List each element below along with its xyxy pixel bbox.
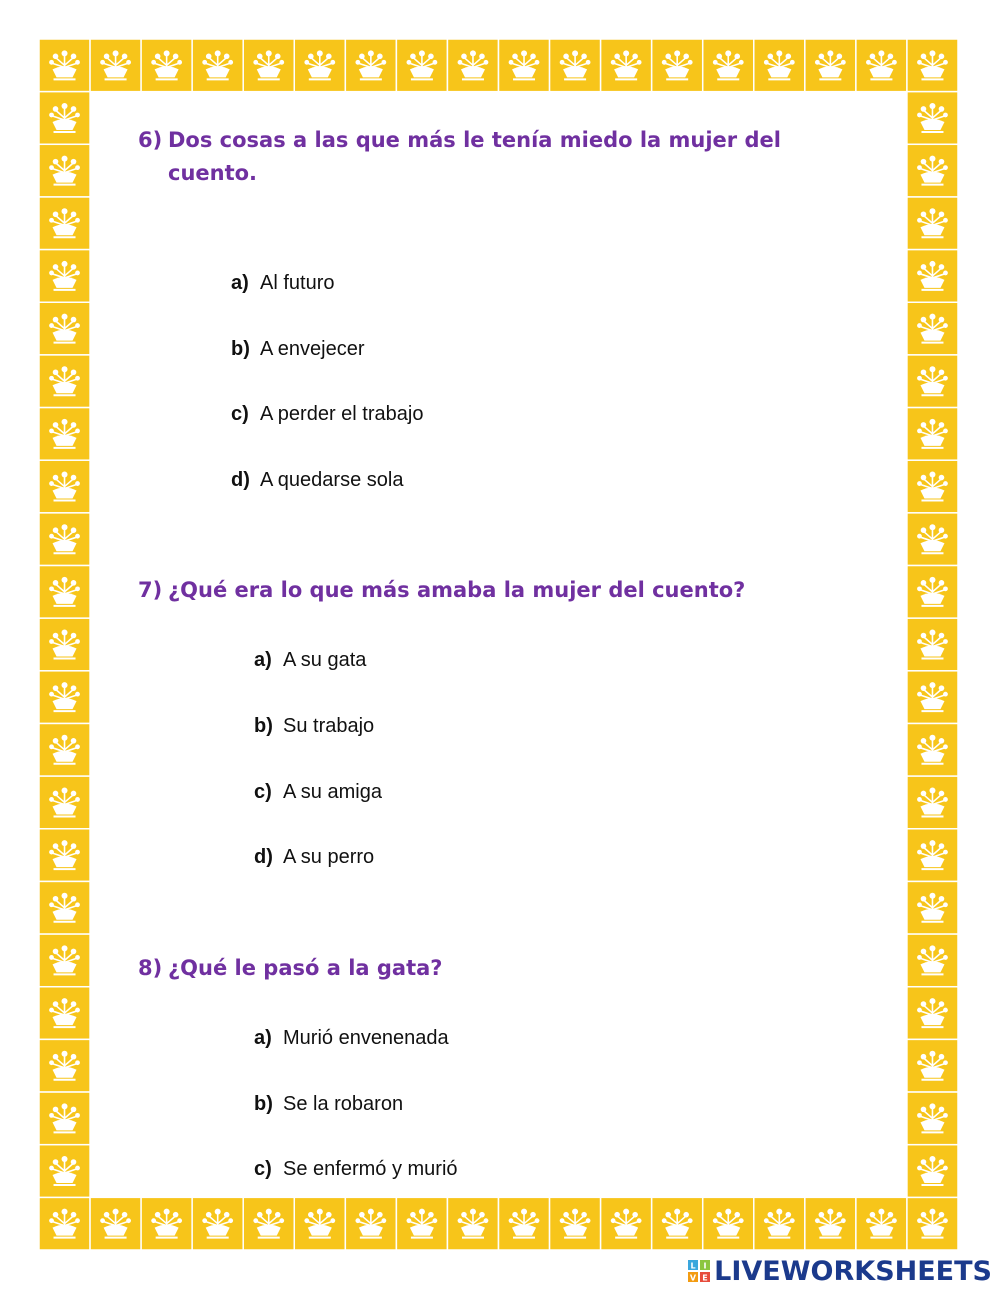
option-6b[interactable] (231, 336, 365, 362)
flower-pot-icon (907, 39, 958, 92)
question-text: ¿Qué le pasó a la gata? (168, 956, 443, 980)
flower-pot-icon (345, 39, 396, 92)
option-6c[interactable] (231, 401, 423, 427)
flower-pot-icon (39, 1197, 90, 1250)
flower-pot-icon (907, 92, 958, 145)
flower-pot-icon (447, 1197, 498, 1250)
flower-pot-icon (652, 39, 703, 92)
flower-pot-icon (39, 513, 90, 566)
option-7c[interactable] (254, 779, 382, 805)
flower-pot-icon (499, 39, 550, 92)
flower-pot-icon (805, 1197, 856, 1250)
flower-pot-icon (39, 987, 90, 1040)
option-text: A su gata (283, 649, 367, 671)
flower-pot-icon (39, 92, 90, 145)
flower-pot-icon (39, 302, 90, 355)
flower-pot-icon (39, 829, 90, 882)
flower-pot-icon (39, 934, 90, 987)
option-letter: a) (254, 649, 272, 671)
flower-pot-icon (39, 881, 90, 934)
badge-letter: L (690, 1261, 696, 1271)
badge-letter: I (703, 1261, 707, 1271)
option-text: Murió envenenada (283, 1027, 449, 1049)
flower-pot-icon (192, 1197, 243, 1250)
flower-pot-icon (856, 39, 907, 92)
option-6a[interactable] (231, 270, 334, 296)
option-6d[interactable] (231, 467, 403, 493)
option-8c[interactable] (254, 1156, 458, 1182)
flower-pot-icon (243, 39, 294, 92)
option-letter: c) (254, 1158, 272, 1180)
flower-pot-icon (907, 1092, 958, 1145)
option-text: Se enfermó y murió (283, 1158, 458, 1180)
flower-pot-icon (141, 1197, 192, 1250)
flower-pot-icon (90, 1197, 141, 1250)
option-text: A su perro (283, 846, 375, 868)
flower-pot-icon (39, 566, 90, 619)
flower-pot-icon (39, 776, 90, 829)
brand-name: LIVEWORKSHEETS (714, 1255, 992, 1287)
flower-pot-icon (39, 144, 90, 197)
option-letter: c) (231, 403, 249, 425)
flower-pot-icon (39, 1039, 90, 1092)
flower-pot-icon (294, 39, 345, 92)
flower-pot-icon (907, 618, 958, 671)
flower-pot-icon (907, 144, 958, 197)
flower-pot-icon (907, 776, 958, 829)
flower-pot-icon (39, 355, 90, 408)
flower-pot-icon (907, 408, 958, 461)
option-text: A perder el trabajo (260, 403, 424, 425)
flower-pot-icon (703, 39, 754, 92)
flower-pot-icon (703, 1197, 754, 1250)
flower-pot-icon (39, 197, 90, 250)
flower-pot-icon (396, 39, 447, 92)
flower-pot-icon (39, 1092, 90, 1145)
option-8a[interactable] (254, 1025, 449, 1051)
flower-pot-icon (907, 1039, 958, 1092)
flower-pot-icon (907, 250, 958, 303)
option-letter: b) (254, 1093, 273, 1115)
option-letter: b) (254, 715, 273, 737)
question-text: Dos cosas a las que más le tenía miedo la mujer del cuento. (168, 128, 781, 185)
flower-pot-icon (754, 39, 805, 92)
flower-pot-icon (345, 1197, 396, 1250)
flower-pot-icon (601, 1197, 652, 1250)
flower-pot-icon (907, 881, 958, 934)
flower-pot-icon (601, 39, 652, 92)
flower-pot-icon (907, 197, 958, 250)
flower-pot-icon (754, 1197, 805, 1250)
flower-pot-icon (907, 829, 958, 882)
flower-pot-icon (39, 1145, 90, 1198)
option-text: Se la robaron (283, 1093, 404, 1115)
question-number: 6) (138, 128, 163, 152)
flower-pot-icon (907, 460, 958, 513)
flower-pot-icon (39, 723, 90, 776)
badge-letter: V (690, 1273, 697, 1282)
flower-pot-icon (39, 671, 90, 724)
option-7d[interactable] (254, 844, 374, 870)
option-text: A quedarse sola (260, 469, 404, 491)
badge-letter: E (702, 1273, 708, 1282)
liveworksheets-logo[interactable] (688, 1255, 992, 1287)
question-7 (138, 574, 838, 607)
flower-pot-icon (907, 302, 958, 355)
option-text: A su amiga (283, 781, 382, 803)
flower-pot-icon (39, 408, 90, 461)
flower-pot-icon (907, 934, 958, 987)
option-7a[interactable] (254, 647, 366, 673)
flower-pot-icon (907, 723, 958, 776)
flower-pot-icon (39, 618, 90, 671)
question-6 (138, 124, 838, 190)
flower-pot-icon (907, 1197, 958, 1250)
option-letter: a) (254, 1027, 272, 1049)
flower-pot-icon (192, 39, 243, 92)
option-text: Al futuro (260, 272, 335, 294)
flower-pot-icon (550, 39, 601, 92)
flower-pot-icon (243, 1197, 294, 1250)
flower-pot-icon (805, 39, 856, 92)
flower-pot-icon (856, 1197, 907, 1250)
flower-pot-icon (499, 1197, 550, 1250)
question-text: ¿Qué era lo que más amaba la mujer del cuento? (168, 578, 746, 602)
flower-pot-icon (141, 39, 192, 92)
live-badge-icon (688, 1260, 710, 1282)
flower-pot-icon (907, 987, 958, 1040)
option-text: Su trabajo (283, 715, 375, 737)
option-letter: a) (231, 272, 249, 294)
flower-pot-icon (907, 355, 958, 408)
flower-pot-icon (294, 1197, 345, 1250)
option-letter: b) (231, 338, 250, 360)
flower-pot-icon (396, 1197, 447, 1250)
option-letter: c) (254, 781, 272, 803)
option-8b[interactable] (254, 1091, 403, 1117)
option-letter: d) (231, 469, 250, 491)
question-number: 8) (138, 956, 163, 980)
flower-pot-icon (39, 460, 90, 513)
option-7b[interactable] (254, 713, 374, 739)
flower-pot-icon (907, 566, 958, 619)
flower-pot-icon (652, 1197, 703, 1250)
flower-pot-icon (907, 671, 958, 724)
flower-pot-icon (907, 513, 958, 566)
flower-pot-icon (90, 39, 141, 92)
option-letter: d) (254, 846, 273, 868)
flower-pot-icon (39, 250, 90, 303)
flower-pot-icon (550, 1197, 601, 1250)
flower-pot-icon (39, 39, 90, 92)
flower-pot-icon (447, 39, 498, 92)
question-8 (138, 952, 838, 985)
option-text: A envejecer (260, 338, 365, 360)
flower-pot-icon (907, 1145, 958, 1198)
question-number: 7) (138, 578, 163, 602)
